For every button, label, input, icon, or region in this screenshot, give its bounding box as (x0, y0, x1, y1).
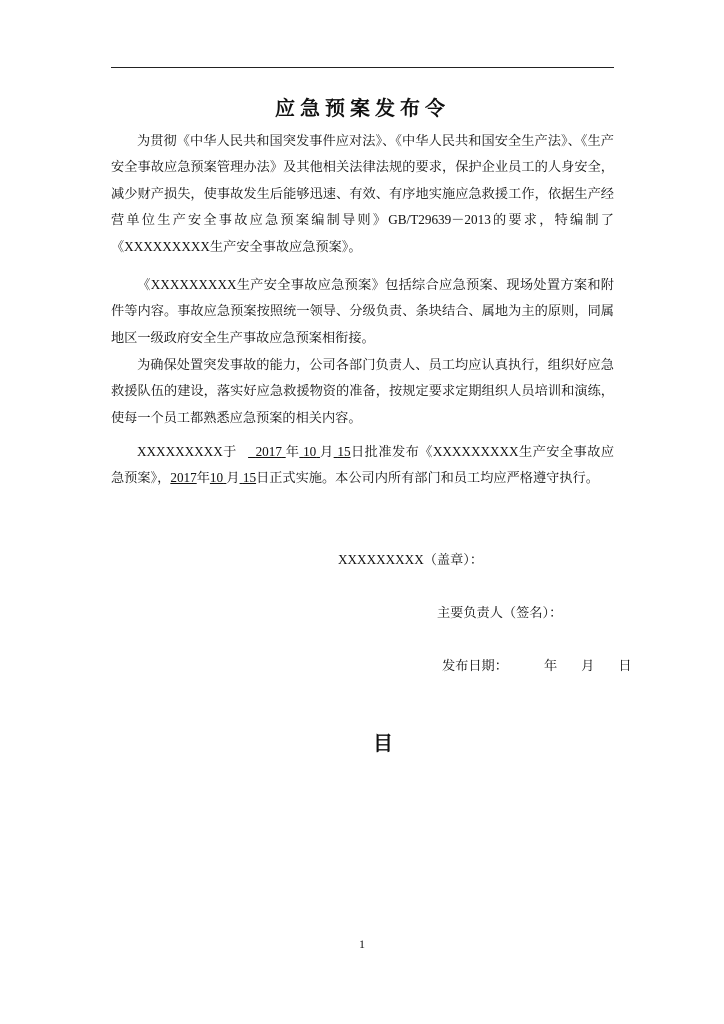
publication-middle-text: 日批准发布《XXXXXXXXX生产安全事故应急预案》， (111, 444, 615, 486)
text-nian-2: 年 (196, 470, 210, 486)
text-nian-1: 年 (285, 444, 300, 459)
date-day-label: 日 (618, 658, 632, 673)
effective-year: 2017 (170, 470, 197, 486)
date-month-label: 月 (581, 658, 595, 673)
paragraph-scope (111, 272, 614, 351)
paragraph-purpose-text: 为贯彻《中华人民共和国突发事件应对法》、《中华人民共和国安全生产法》、《生产安全事故应急预案管理办法》及其他相关法律法规的要求，保护企业员工的人身安全，减少财产损失，使事故发生后能够迅速、有效、有序地实施应急救援工作，依据生产经营单位生产安全事故应急预案编制导则》GB/T29639－2013的要求，特编制了《XXXXXXXXX生产安全事故应急预案》。 (111, 133, 614, 254)
toc-heading: 目 (373, 731, 393, 755)
publish-year: 2017 (255, 444, 282, 459)
document-title: 应急预案发布令 (275, 96, 450, 120)
page-number: 1 (359, 937, 365, 951)
seal-line: XXXXXXXXX（盖章）： (338, 552, 484, 567)
text-yu: 于 (222, 444, 237, 459)
company-name: XXXXXXXXX (137, 444, 223, 459)
paragraph-requirements (111, 352, 614, 431)
text-yue-1: 月 (320, 444, 334, 459)
date-year-label: 年 (543, 658, 558, 673)
text-yue-2: 月 (226, 470, 240, 486)
publication-ending-text: 日正式实施。本公司内所有部门和员工均应严格遵守执行。 (256, 470, 599, 486)
paragraph-publication (111, 439, 614, 492)
publish-month: 10 (303, 444, 317, 459)
paragraph-requirements-text: 为确保处置突发事故的能力，公司各部门负责人、员工均应认真执行，组织好应急救援队伍的建设，落实好应急救援物资的准备，按规定要求定期组织人员培训和演练，使每一个员工都熟悉应急预案的相关内容。 (111, 357, 614, 425)
paragraph-purpose (111, 128, 614, 260)
signer-line: 主要负责人（签名）： (437, 605, 563, 620)
paragraph-scope-text: 《XXXXXXXXX生产安全事故应急预案》包括综合应急预案、现场处置方案和附件等内容。事故应急预案按照统一领导、分级负责、条块结合、属地为主的原则，同属地区一级政府安全生产事故应急预案相衔接。 (111, 277, 614, 345)
header-rule (111, 67, 614, 68)
release-date-label: 发布日期： (442, 658, 508, 673)
release-date-line (442, 655, 632, 674)
effective-month: 10 (209, 470, 224, 486)
effective-day: 15 (242, 470, 257, 486)
publish-day: 15 (337, 444, 351, 459)
